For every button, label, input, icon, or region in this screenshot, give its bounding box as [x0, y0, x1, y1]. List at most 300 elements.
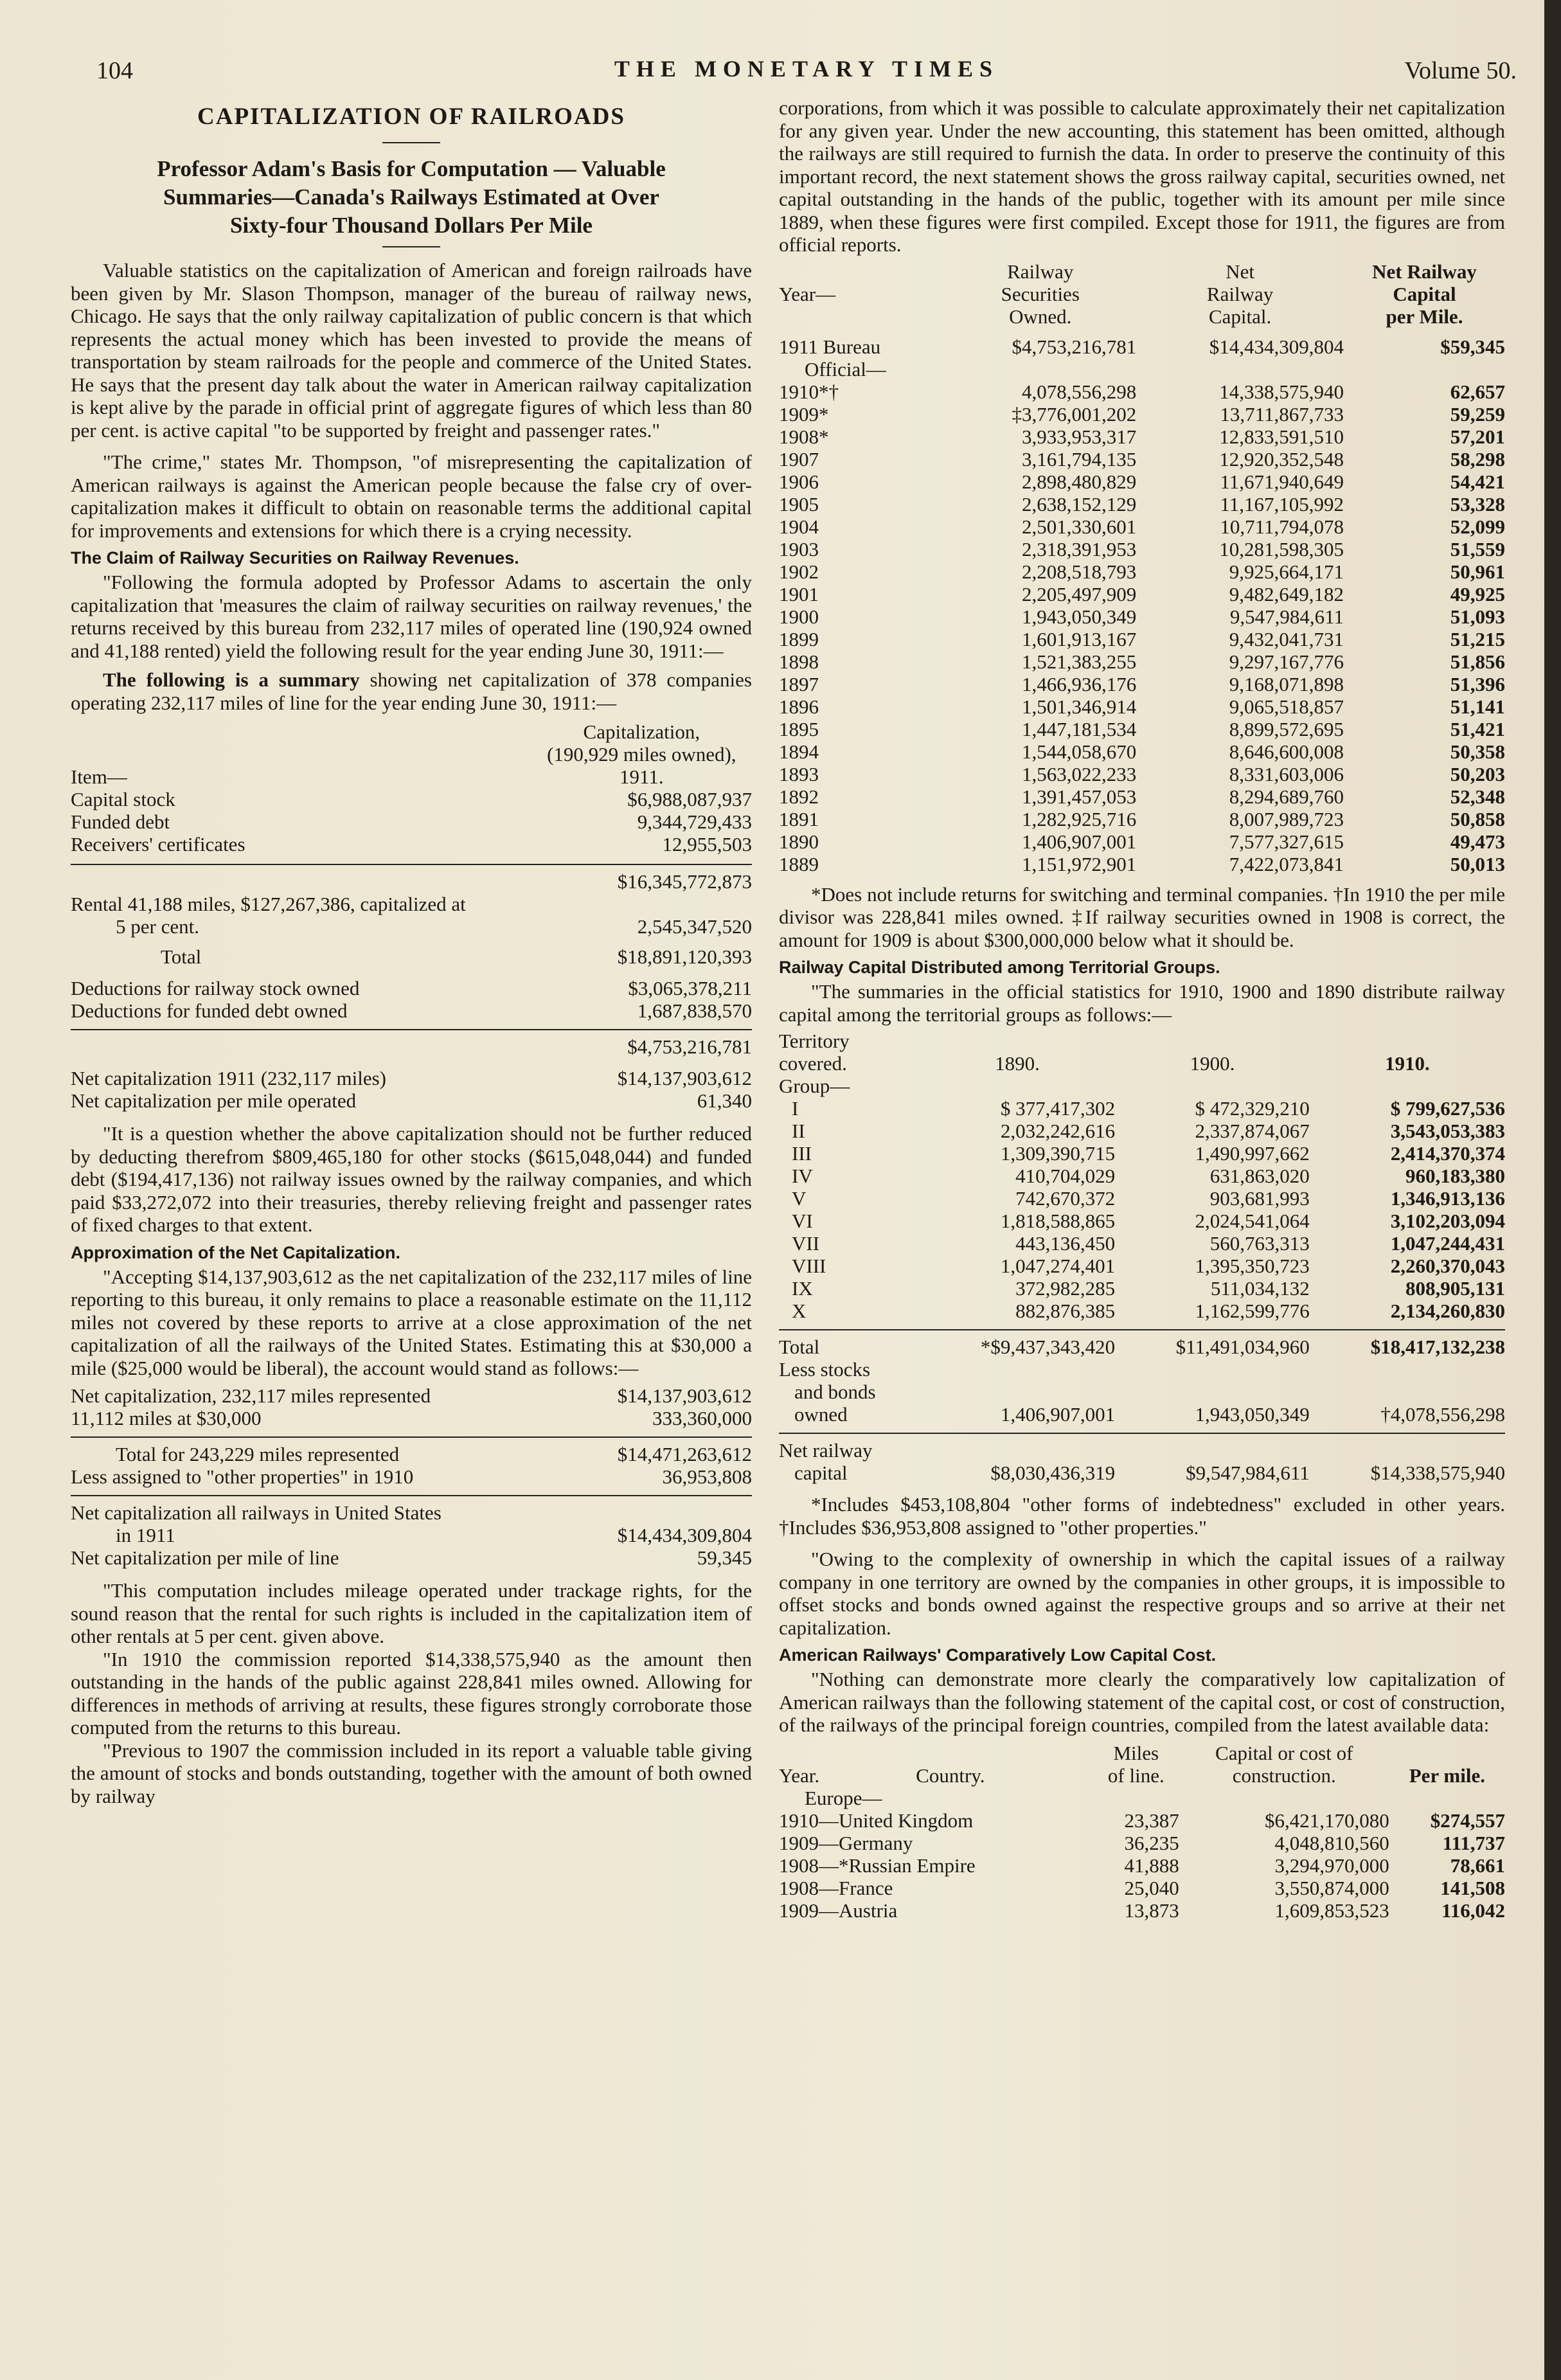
column-header: Miles — [1113, 1741, 1159, 1764]
group-cell: IX — [792, 1277, 813, 1300]
year-country-cell: 1908—*Russian Empire — [779, 1854, 976, 1877]
table-row — [779, 470, 1505, 493]
paragraph: Valuable statistics on the capitalization of American and foreign railroads have been given by Mr. Slason Thompson, manager of the bureau of railway news, Chicago. He says that the only railway capitalization of public concern is that which represents the actual money which has been invested to provide the means of transportation by steam railroads for the people and commerce of the United States. He says that the present day talk about the water in American railway capitalization is kept alive by the parade in official print of aggregate figures of which less than 80 per cent. is active capital "to be supported by freight and passenger rates." — [71, 259, 752, 442]
securities-cell: 1,466,936,176 — [1021, 672, 1137, 695]
per-mile-cell: 51,215 — [1450, 627, 1505, 650]
year-cell: 1900 — [779, 605, 819, 628]
column-header: of line. — [1107, 1764, 1164, 1787]
row-label: Capital stock — [71, 788, 175, 810]
net-capital-cell: 7,577,327,615 — [1229, 830, 1344, 853]
row-label: Total — [161, 945, 202, 968]
securities-cell: 1,447,181,534 — [1021, 717, 1137, 740]
paragraph: "Accepting $14,137,903,612 as the net capitalization of the 232,117 miles of line reporting to this bureau, it only remains to place a reasonable estimate on the 11,112 miles not covered by these reports to arrive at a close approximation of the net capitalization of all the railways of the United States. Estimating this at $30,000 a mile ($25,000 would be liberal), the account would stand as follows:— — [71, 1265, 752, 1379]
row-label: capital — [794, 1462, 848, 1484]
per-mile-cell: 49,473 — [1450, 830, 1505, 853]
paragraph: "Previous to 1907 the commission included in its report a valuable table giving the amount of stocks and bonds outstanding, together with the amount of both owned by railway — [71, 1739, 752, 1807]
year-cell: 1894 — [779, 740, 819, 763]
value-1910: 3,543,053,383 — [1390, 1120, 1505, 1142]
net-1900: $9,547,984,611 — [1186, 1462, 1310, 1484]
value-1890: 882,876,385 — [1015, 1300, 1116, 1322]
year-cell: 1908* — [779, 425, 829, 448]
table-row — [779, 493, 1505, 515]
table-row — [779, 380, 1505, 403]
value-1900: 2,024,541,064 — [1195, 1210, 1310, 1232]
net-capital-cell: 8,646,600,008 — [1229, 740, 1344, 763]
value-1900: 1,490,997,662 — [1195, 1142, 1310, 1165]
year-cell: 1901 — [779, 582, 819, 605]
table-footnote: *Does not include returns for switching and terminal companies. †In 1910 the per mile divisor was 228,841 miles owned. ‡If railway securities owned in 1908 is correct, the amount for 1909 is about $300,000,000 below what it should be. — [779, 882, 1505, 951]
value-1900: 2,337,874,067 — [1195, 1120, 1310, 1142]
row-label: Receivers' certificates — [71, 833, 245, 855]
securities-cell: 2,208,518,793 — [1021, 560, 1137, 583]
total-1910: $18,417,132,238 — [1310, 1330, 1505, 1358]
column-header: covered. — [779, 1052, 847, 1075]
column-header: per Mile. — [1386, 305, 1463, 328]
year-cell: 1904 — [779, 515, 819, 538]
value-1900: 511,034,132 — [1210, 1277, 1310, 1300]
value-1910: 1,346,913,136 — [1390, 1187, 1505, 1210]
group-cell: VII — [792, 1232, 820, 1255]
table-row — [779, 515, 1505, 538]
table-row — [779, 1854, 1505, 1877]
summary-text: showing net capitalization of 378 companies operating 232,117 miles of line for the year ending June 30, 1911:— — [71, 668, 752, 714]
paragraph: "The summaries in the official statistics for 1910, 1900 and 1890 distribute railway capital among the territorial groups as follows:— — [779, 980, 1505, 1026]
row-label: Less assigned to "other properties" in 1910 — [71, 1465, 414, 1488]
year-cell: 1897 — [779, 672, 819, 695]
table-row — [779, 808, 1505, 830]
net-capital-cell: 8,331,603,006 — [1229, 762, 1344, 785]
table-row — [779, 560, 1505, 583]
section-heading: The Claim of Railway Securities on Railway Revenues. — [71, 548, 519, 568]
year-cell: 1889 — [779, 852, 819, 875]
table-row — [779, 605, 1505, 628]
less-1910: †4,078,556,298 — [1380, 1403, 1505, 1426]
per-mile-cell: 51,396 — [1450, 672, 1505, 695]
row-label: Net capitalization per mile operated — [71, 1089, 357, 1112]
row-value: $14,434,309,804 — [617, 1524, 752, 1546]
net-capital-cell: 10,281,598,305 — [1219, 537, 1344, 560]
year-cell: 1906 — [779, 470, 819, 493]
value-1890: 1,047,274,401 — [1000, 1255, 1116, 1277]
section-heading: Railway Capital Distributed among Territorial Groups. — [779, 958, 1220, 977]
deck-line-1: Professor Adam's Basis for Computation — Valuable — [157, 156, 666, 181]
year-country-cell: 1910—United Kingdom — [779, 1809, 974, 1832]
approximation-table — [71, 1384, 752, 1569]
binding-edge — [1544, 0, 1561, 2380]
net-capital-table — [779, 260, 1505, 875]
net-capital-cell: 9,925,664,171 — [1229, 560, 1344, 583]
net-capital-cell: 13,711,867,733 — [1220, 402, 1344, 425]
paragraph — [71, 668, 752, 714]
row-label: Deductions for funded debt owned — [71, 999, 348, 1022]
securities-cell: ‡3,776,001,202 — [1012, 402, 1137, 425]
per-mile-cell: 116,042 — [1441, 1899, 1505, 1922]
table-row — [779, 448, 1505, 470]
year-cell: 1903 — [779, 537, 819, 560]
row-label: Net capitalization 1911 (232,117 miles) — [71, 1067, 386, 1089]
table-row — [779, 1120, 1505, 1142]
securities-cell: 3,161,794,135 — [1021, 447, 1137, 470]
year-cell: 1905 — [779, 492, 819, 515]
table-row — [779, 1832, 1505, 1854]
row-value: $3,065,378,211 — [628, 977, 752, 999]
group-cell: I — [792, 1097, 799, 1120]
column-header: Capitalization, — [583, 720, 700, 743]
year-cell: 1892 — [779, 785, 819, 808]
securities-cell: 4,078,556,298 — [1021, 380, 1137, 403]
table-row — [779, 650, 1505, 673]
net-capital-cell: 9,168,071,898 — [1229, 672, 1344, 695]
paragraph: "It is a question whether the above capitalization should not be further reduced by deducting therefrom $809,465,180 for other stocks ($615,048,044) and funded debt ($194,417,136) not railway issues owned by the railway companies, and which paid $33,272,072 into their treasuries, thereby relieving freight and passenger rates of fixed charges to that extent. — [71, 1122, 752, 1236]
securities-cell: 1,391,457,053 — [1021, 785, 1137, 808]
table-row — [779, 785, 1505, 808]
table-row — [779, 1899, 1505, 1922]
publication-title: THE MONETARY TIMES — [614, 56, 999, 82]
per-mile-cell: 49,925 — [1450, 582, 1505, 605]
value-1900: 903,681,993 — [1209, 1187, 1310, 1210]
territorial-groups-table — [779, 1030, 1505, 1484]
row-value: 9,344,729,433 — [637, 810, 752, 833]
capital-cell: 1,609,853,523 — [1274, 1899, 1389, 1922]
per-mile-cell: 51,093 — [1450, 605, 1505, 628]
securities-cell: 1,151,972,901 — [1021, 852, 1137, 875]
value-1890: 410,704,029 — [1015, 1165, 1116, 1187]
per-mile-cell: 59,259 — [1450, 402, 1505, 425]
value-1900: 1,395,350,723 — [1195, 1255, 1310, 1277]
net-capital-cell: 8,007,989,723 — [1229, 807, 1344, 830]
value-1910: 3,102,203,094 — [1390, 1210, 1505, 1232]
per-mile-cell: 50,203 — [1450, 762, 1505, 785]
paragraph: "Owing to the complexity of ownership in which the capital issues of a railway company in one territory are owned by the companies in other groups, it is impossible to offset stocks and bonds owned against the respective groups and so arrive at their net capitalization. — [779, 1548, 1505, 1639]
column-header: Net — [1226, 260, 1254, 283]
table-row — [779, 1255, 1505, 1277]
year-cell: 1910*† — [779, 380, 839, 403]
column-header: Railway — [1007, 260, 1074, 283]
table-row — [779, 628, 1505, 650]
deck-rule — [382, 246, 440, 247]
column-header: construction. — [1232, 1764, 1336, 1787]
net-capital-cell: 9,432,041,731 — [1229, 627, 1344, 650]
year-header: Year. — [779, 1764, 820, 1787]
securities-cell: 2,205,497,909 — [1021, 582, 1137, 605]
net-capital-cell: 11,167,105,992 — [1220, 492, 1344, 515]
table-row — [779, 1809, 1505, 1832]
row-value: $14,471,263,612 — [571, 1437, 752, 1465]
net-capital-cell: 7,422,073,841 — [1229, 852, 1344, 875]
per-mile-cell: 111,737 — [1442, 1831, 1505, 1854]
securities-cell: 1,406,907,001 — [1021, 830, 1137, 853]
foreign-railways-table — [779, 1742, 1505, 1922]
column-header: Territory — [779, 1030, 850, 1052]
year-cell: 1895 — [779, 717, 819, 740]
table-row — [779, 740, 1505, 763]
group-cell: III — [792, 1142, 812, 1165]
table-row — [779, 853, 1505, 875]
value-1890: 2,032,242,616 — [1000, 1120, 1116, 1142]
per-mile-cell: $274,557 — [1430, 1809, 1505, 1832]
net-capital-cell: 9,065,518,857 — [1229, 695, 1344, 718]
right-column — [779, 96, 1505, 1922]
page-number: 104 — [96, 57, 133, 84]
net-capital-cell: 12,920,352,548 — [1219, 447, 1344, 470]
miles-cell: 23,387 — [1124, 1809, 1179, 1832]
net-capital-cell: 12,833,591,510 — [1219, 425, 1344, 448]
column-header: (190,929 miles owned), — [547, 743, 736, 765]
row-label: Total — [779, 1330, 920, 1358]
country-header: Country. — [916, 1764, 985, 1787]
year-cell: 1898 — [779, 650, 819, 673]
per-mile-cell: 51,856 — [1450, 650, 1505, 673]
article-title: CAPITALIZATION OF RAILROADS — [197, 103, 625, 130]
table-row — [779, 425, 1505, 448]
net-capital-cell: 11,671,940,649 — [1220, 470, 1344, 493]
per-mile-cell: 53,328 — [1450, 492, 1505, 515]
securities-cell: 2,638,152,129 — [1021, 492, 1137, 515]
row-value: 333,360,000 — [652, 1407, 752, 1429]
year-cell: 1909* — [779, 402, 829, 425]
row-value: 61,340 — [697, 1089, 752, 1112]
row-label: Funded debt — [71, 810, 170, 833]
row-value: $6,988,087,937 — [627, 788, 752, 810]
per-mile-cell: 52,099 — [1450, 515, 1505, 538]
value-1900: 631,863,020 — [1209, 1165, 1310, 1187]
year-cell: 1893 — [779, 762, 819, 785]
column-header: Group— — [779, 1075, 850, 1097]
column-header: 1910. — [1384, 1052, 1430, 1075]
value-1910: 808,905,131 — [1405, 1277, 1505, 1300]
net-1890: $8,030,436,319 — [990, 1462, 1116, 1484]
value-1910: 1,047,244,431 — [1390, 1232, 1505, 1255]
value-1890: 1,309,390,715 — [1000, 1142, 1116, 1165]
row-value: 1,687,838,570 — [637, 999, 752, 1022]
row-label: Net capitalization, 232,117 miles represented — [71, 1384, 431, 1407]
page-header — [96, 53, 1517, 91]
total-value: $18,891,120,393 — [617, 945, 752, 968]
column-header: Capital or cost of — [1215, 1741, 1353, 1764]
per-mile-cell: $59,345 — [1440, 335, 1505, 358]
table-row — [779, 673, 1505, 695]
table-row — [779, 1165, 1505, 1187]
paragraph: "In 1910 the commission reported $14,338,575,940 as the amount then outstanding in the hands of the public against 228,841 miles owned. Allowing for differences in methods of arriving at results, these figures strongly corroborate those computed from the returns to this bureau. — [71, 1647, 752, 1739]
row-label: owned — [794, 1403, 848, 1426]
row-label: Deductions for railway stock owned — [71, 977, 360, 999]
paragraph: "This computation includes mileage operated under trackage rights, for the sound reason that the rental for such rights is included in the capitalization item of other rentals at 5 per cent. given above. — [71, 1579, 752, 1647]
securities-cell: 1,601,913,167 — [1021, 627, 1137, 650]
row-label: Net railway — [779, 1433, 920, 1462]
table-row — [779, 1187, 1505, 1210]
group-cell: VIII — [792, 1255, 826, 1277]
group-cell: X — [792, 1300, 807, 1322]
row-value: 2,545,347,520 — [637, 915, 752, 938]
securities-cell: 1,943,050,349 — [1021, 605, 1137, 628]
total-1900: $11,491,034,960 — [1115, 1330, 1310, 1358]
section-heading: Approximation of the Net Capitalization. — [71, 1242, 401, 1262]
per-mile-cell: 50,961 — [1450, 560, 1505, 583]
value-1890: $ 377,417,302 — [1000, 1097, 1116, 1120]
table-row — [779, 763, 1505, 785]
subtotal-value: $16,345,772,873 — [531, 864, 752, 893]
securities-cell: 2,318,391,953 — [1021, 537, 1137, 560]
year-cell: 1902 — [779, 560, 819, 583]
securities-cell: 2,898,480,829 — [1021, 470, 1137, 493]
value-1910: 2,134,260,830 — [1390, 1300, 1505, 1322]
column-header: 1890. — [995, 1052, 1040, 1075]
net-capital-cell: 8,899,572,695 — [1229, 717, 1344, 740]
row-label: Total for 243,229 miles represented — [71, 1437, 571, 1465]
column-header: Net Railway — [1372, 260, 1477, 283]
net-1910: $14,338,575,940 — [1370, 1462, 1505, 1484]
year-cell: 1911 Bureau — [779, 335, 881, 358]
table-row — [779, 718, 1505, 740]
left-column — [71, 103, 752, 1807]
deductions-total: $4,753,216,781 — [531, 1030, 752, 1058]
deck-line-2: Summaries—Canada's Railways Estimated at Over — [163, 184, 659, 210]
column-header — [779, 1764, 1093, 1787]
paragraph: "Following the formula adopted by Professor Adams to ascertain the only capitalization that 'measures the claim of railway securities on railway revenues,' the returns received by this bureau from 232,117 miles of operated line (190,924 owned and 41,188 rented) yield the following result for the year ending June 30, 1911:— — [71, 571, 752, 662]
per-mile-cell: 50,013 — [1450, 852, 1505, 875]
column-header: Capital — [1393, 282, 1456, 305]
per-mile-cell: 50,358 — [1450, 740, 1505, 763]
miles-cell: 36,235 — [1124, 1831, 1179, 1854]
row-label: 5 per cent. — [116, 915, 199, 938]
value-1900: 560,763,313 — [1209, 1232, 1310, 1255]
capital-cell: $6,421,170,080 — [1264, 1809, 1389, 1832]
group-cell: II — [792, 1120, 805, 1142]
total-1890: *$9,437,343,420 — [920, 1330, 1115, 1358]
row-value: 12,955,503 — [662, 833, 752, 855]
miles-cell: 13,873 — [1124, 1899, 1179, 1922]
year-cell: 1899 — [779, 627, 819, 650]
region-label: Europe— — [805, 1786, 882, 1809]
row-label: and bonds — [794, 1381, 876, 1403]
securities-cell: $4,753,216,781 — [1012, 335, 1137, 358]
per-mile-cell: 78,661 — [1450, 1854, 1505, 1877]
year-cell: 1907 — [779, 447, 819, 470]
column-header: Year— — [779, 282, 836, 305]
table-row — [779, 1097, 1505, 1120]
row-value: $14,137,903,612 — [617, 1067, 752, 1089]
group-cell: V — [792, 1187, 807, 1210]
capitalization-table — [71, 720, 752, 1112]
less-1890: 1,406,907,001 — [1000, 1403, 1116, 1426]
miles-cell: 41,888 — [1124, 1854, 1179, 1877]
table-row — [779, 538, 1505, 560]
net-capital-cell: 9,482,649,182 — [1229, 582, 1344, 605]
table-row — [779, 1210, 1505, 1232]
table-row — [779, 1300, 1505, 1322]
year-country-cell: 1909—Germany — [779, 1831, 913, 1854]
net-capital-cell: $14,434,309,804 — [1209, 335, 1344, 358]
section-heading: American Railways' Comparatively Low Capital Cost. — [779, 1645, 1217, 1665]
column-header: Per mile. — [1409, 1764, 1485, 1787]
net-capital-cell: 14,338,575,940 — [1219, 380, 1344, 403]
securities-cell: 1,563,022,233 — [1021, 762, 1137, 785]
securities-cell: 2,501,330,601 — [1021, 515, 1137, 538]
securities-cell: 3,933,953,317 — [1021, 425, 1137, 448]
per-mile-cell: 50,858 — [1450, 807, 1505, 830]
year-country-cell: 1909—Austria — [779, 1899, 898, 1922]
net-capital-cell: 9,547,984,611 — [1229, 605, 1344, 628]
table-row — [779, 695, 1505, 718]
per-mile-cell: 58,298 — [1450, 447, 1505, 470]
year-country-cell: 1908—France — [779, 1876, 893, 1899]
year-cell: 1890 — [779, 830, 819, 853]
value-1910: $ 799,627,536 — [1390, 1097, 1505, 1120]
table-row — [779, 583, 1505, 605]
per-mile-cell: 54,421 — [1450, 470, 1505, 493]
securities-cell: 1,521,383,255 — [1021, 650, 1137, 673]
column-header: Capital. — [1208, 305, 1272, 328]
value-1890: 742,670,372 — [1015, 1187, 1116, 1210]
row-label: Net capitalization per mile of line — [71, 1546, 339, 1569]
column-header: Securities — [1001, 282, 1080, 305]
per-mile-cell: 62,657 — [1450, 380, 1505, 403]
row-value: 36,953,808 — [662, 1465, 752, 1488]
volume-label: Volume 50. — [1404, 57, 1517, 84]
net-capital-cell: 8,294,689,760 — [1229, 785, 1344, 808]
table-row — [779, 1142, 1505, 1165]
table-footnote: *Includes $453,108,804 "other forms of indebtedness" excluded in other years. †Includes $36,953,808 assigned to "other properties." — [779, 1493, 1505, 1539]
per-mile-cell: 51,421 — [1450, 717, 1505, 740]
deck-line-3: Sixty-four Thousand Dollars Per Mile — [230, 213, 593, 238]
column-header: 1900. — [1190, 1052, 1235, 1075]
table-row — [779, 1232, 1505, 1255]
value-1910: 2,260,370,043 — [1390, 1255, 1505, 1277]
value-1890: 443,136,450 — [1015, 1232, 1116, 1255]
less-1900: 1,943,050,349 — [1195, 1403, 1310, 1426]
year-cell: 1896 — [779, 695, 819, 718]
per-mile-cell: 141,508 — [1440, 1876, 1505, 1899]
group-cell: VI — [792, 1210, 813, 1232]
table-row — [779, 1277, 1505, 1300]
value-1910: 2,414,370,374 — [1390, 1142, 1505, 1165]
column-header: Railway — [1206, 282, 1274, 305]
table-row — [779, 830, 1505, 853]
per-mile-cell: 51,141 — [1450, 695, 1505, 718]
column-header: Owned. — [1009, 305, 1072, 328]
paragraph: "The crime," states Mr. Thompson, "of misrepresenting the capitalization of American railways is against the American people because the false cry of over-capitalization makes it difficult to obtain on reasonable terms the additional capital for improvements and extensions for which there is a crying necessity. — [71, 451, 752, 542]
net-capital-cell: 9,297,167,776 — [1229, 650, 1344, 673]
row-value: 59,345 — [697, 1546, 752, 1569]
row-label: Rental 41,188 miles, $127,267,386, capitalized at — [71, 893, 466, 915]
capital-cell: 3,550,874,000 — [1274, 1876, 1389, 1899]
row-label: 11,112 miles at $30,000 — [71, 1407, 262, 1429]
net-capital-cell: 10,711,794,078 — [1220, 515, 1344, 538]
value-1900: 1,162,599,776 — [1195, 1300, 1310, 1322]
securities-cell: 1,544,058,670 — [1021, 740, 1137, 763]
value-1890: 372,982,285 — [1015, 1277, 1116, 1300]
column-header: 1911. — [620, 765, 664, 788]
per-mile-cell: 52,348 — [1450, 785, 1505, 808]
capital-cell: 4,048,810,560 — [1274, 1831, 1389, 1854]
securities-cell: 1,501,346,914 — [1021, 695, 1137, 718]
per-mile-cell: 51,559 — [1450, 537, 1505, 560]
paragraph: corporations, from which it was possible to calculate approximately their net capitalization for any given year. Under the new accounting, this statement has been omitted, although the railways are still required to furnish the data. In order to preserve the continuity of this important record, the next statement shows the gross railway capital, securities owned, net capital outstanding in the hands of the public, together with its amount per mile since 1889, when these figures were first compiled. Except those for 1911, the figures are from official reports. — [779, 96, 1505, 256]
year-cell: 1891 — [779, 807, 819, 830]
row-value: $14,137,903,612 — [617, 1384, 752, 1407]
miles-cell: 25,040 — [1124, 1876, 1179, 1899]
value-1890: 1,818,588,865 — [1000, 1210, 1116, 1232]
title-rule — [382, 142, 440, 143]
table-row — [779, 403, 1505, 425]
paragraph: "Nothing can demonstrate more clearly the comparatively low capitalization of American railways than the following statement of the capital cost, or cost of construction, of the railways of the principal foreign countries, compiled from the latest available data: — [779, 1668, 1505, 1736]
securities-cell: 1,282,925,716 — [1021, 807, 1137, 830]
value-1910: 960,183,380 — [1405, 1165, 1505, 1187]
row-label: Less stocks — [779, 1358, 871, 1381]
group-cell: IV — [792, 1165, 813, 1187]
per-mile-cell: 57,201 — [1450, 425, 1505, 448]
capital-cell: 3,294,970,000 — [1274, 1854, 1389, 1877]
